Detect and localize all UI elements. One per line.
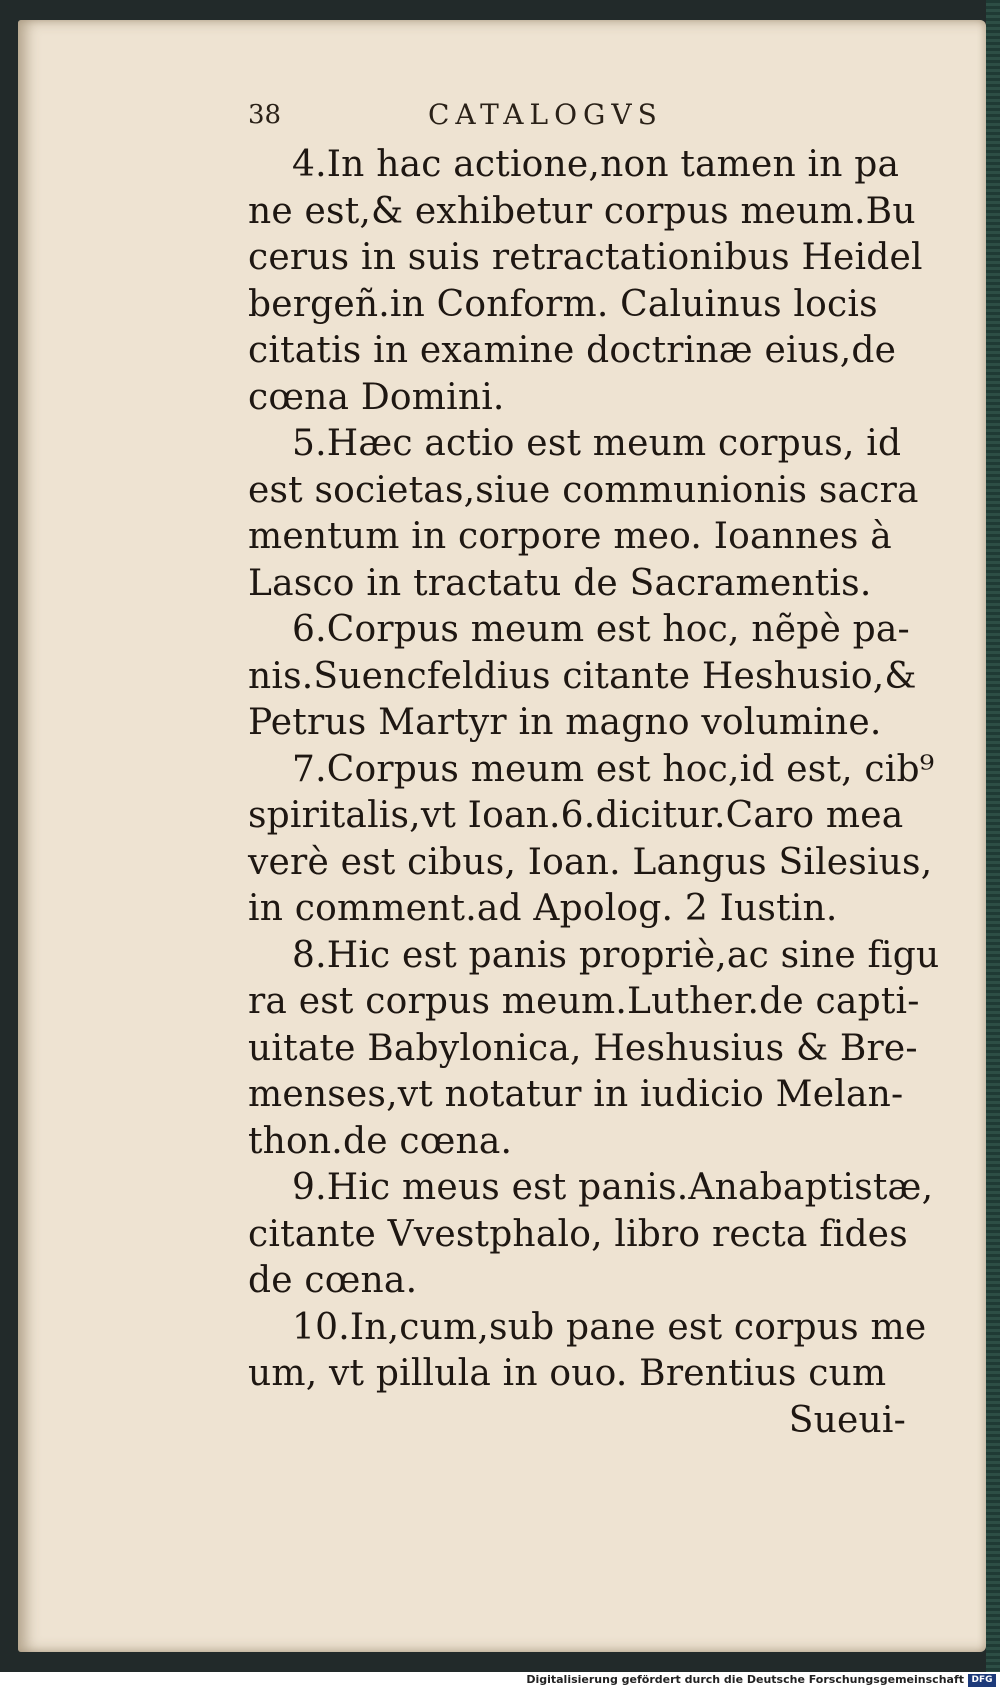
text-line: in comment.ad Apolog. 2 Iustin. — [248, 888, 838, 929]
dfg-logo-icon: DFG — [968, 1674, 996, 1687]
text-line: 10.In,cum,sub pane est corpus me — [292, 1306, 927, 1348]
text-line: cerus in suis retractationibus Heidel — [248, 237, 923, 278]
running-title: CATALOGVS — [428, 98, 663, 131]
catchword: Sueui- — [788, 1399, 906, 1441]
text-line: nis.Suencfeldius citante Heshusio,& — [248, 655, 917, 697]
page-header — [240, 98, 840, 138]
text-line: de cœna. — [248, 1260, 418, 1301]
text-line: 4.In hac actione,non tamen in pa — [292, 144, 900, 185]
text-line: citante Vvestphalo, libro recta fides — [248, 1213, 908, 1255]
book-cover-edge — [986, 0, 1000, 1672]
text-line: ne est,& exhibetur corpus meum.Bu — [248, 190, 916, 232]
text-line: cœna Domini. — [248, 376, 505, 418]
text-line: um, vt pillula in ouo. Brentius cum — [248, 1353, 887, 1394]
text-line: 7.Corpus meum est hoc,id est, cib⁹ — [292, 748, 935, 790]
text-line: ra est corpus meum.Luther.de capti- — [248, 981, 920, 1022]
text-line: Lasco in tractatu de Sacramentis. — [248, 562, 872, 604]
text-line: 5.Hæc actio est meum corpus, id — [292, 423, 902, 464]
text-line: 8.Hic est panis propriè,ac sine figu — [292, 934, 940, 976]
footer-credit: Digitalisierung gefördert durch die Deutsche Forschungsgemeinschaft — [526, 1673, 964, 1686]
text-line: est societas,siue communionis sacra — [248, 469, 919, 511]
text-line: bergeñ.in Conform. Caluinus locis — [248, 283, 878, 325]
text-line: mentum in corpore meo. Ioannes à — [248, 516, 892, 557]
text-line: menses,vt notatur in iudicio Melan- — [248, 1074, 904, 1115]
body-text — [248, 142, 940, 1444]
page-number: 38 — [248, 100, 282, 130]
footer-bar — [0, 1672, 1000, 1690]
text-line: 6.Corpus meum est hoc, nẽpè pa- — [292, 609, 910, 650]
text-line: citatis in examine doctrinæ eius,de — [248, 330, 897, 371]
text-line: spiritalis,vt Ioan.6.dicitur.Caro mea — [248, 795, 904, 836]
text-line: uitate Babylonica, Heshusius & Bre- — [248, 1027, 918, 1069]
text-line: 9.Hic meus est panis.Anabaptistæ, — [292, 1167, 934, 1208]
text-line: Petrus Martyr in magno volumine. — [248, 702, 882, 743]
text-line: verè est cibus, Ioan. Langus Silesius, — [248, 841, 933, 883]
text-line: thon.de cœna. — [248, 1120, 513, 1162]
